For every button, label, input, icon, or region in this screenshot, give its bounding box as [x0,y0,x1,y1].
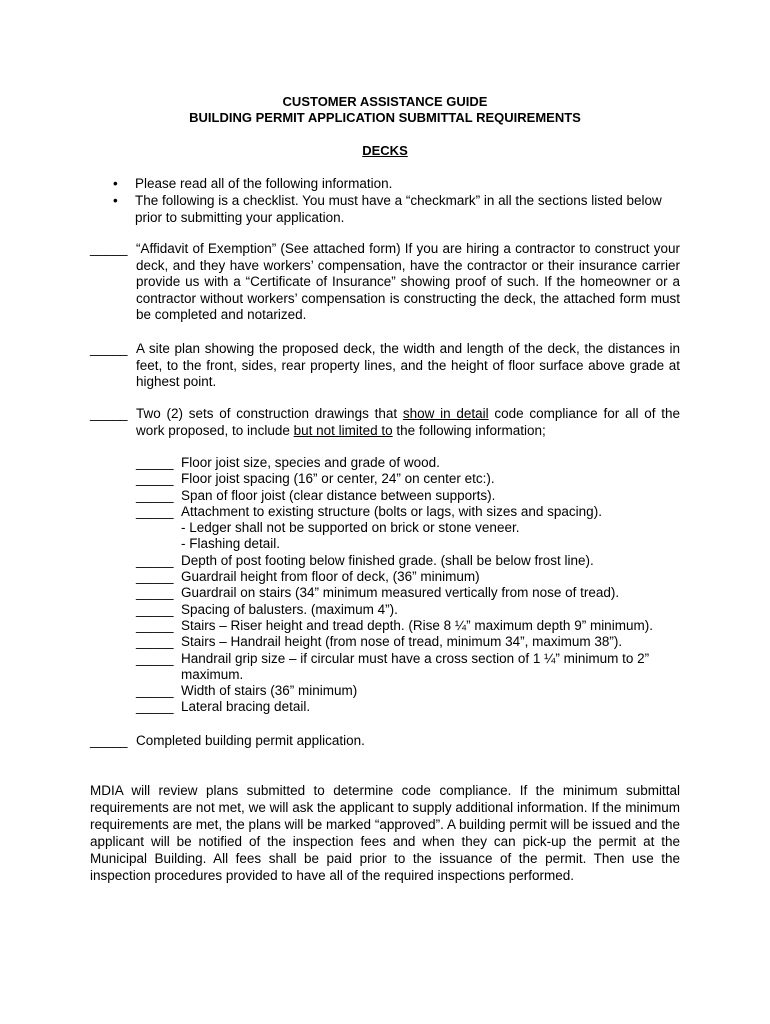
construction-checklist [136,455,676,716]
checklist-item: _____ Stairs – Handrail height (from nose of tread, minimum 34”, maximum 38”). [136,634,623,650]
checkbox-blank[interactable]: _____ [90,341,128,356]
checklist-item: _____ Floor joist size, species and grade of wood. [136,455,440,470]
checkbox-blank[interactable]: _____ [90,241,128,256]
requirement-site-plan: _____ A site plan showing the proposed deck, the width and length of the deck, the distances in feet, to the front, sides, rear property lines, and the height of floor surface above grade at highest point. [90,341,680,389]
checklist-item: _____ Lateral bracing detail. [136,699,311,715]
checkbox-blank[interactable]: _____ [136,634,174,650]
section-heading: DECKS [362,143,408,158]
checkbox-blank[interactable]: _____ [136,455,174,470]
checkbox-blank[interactable]: _____ [136,683,174,699]
checklist-item: _____ Stairs – Riser height and tread depth. (Rise 8 ¼” maximum depth 9” minimum). [136,617,653,633]
requirement-affidavit: _____ “Affidavit of Exemption” (See attached form) If you are hiring a contractor to construct your deck, and they have workers’ compensation, have the contractor or their insurance carrier provide us with a “Certificate of Insurance” showing proof of such. If the homeowner or a contractor without workers’ compensation is constructing the deck, the attached form must be completed and notarized. [90,241,680,322]
checkbox-blank[interactable]: _____ [136,650,174,666]
checkbox-blank[interactable]: _____ [136,601,174,617]
checklist-note: - Flashing detail. [181,536,281,552]
guide-subtitle: BUILDING PERMIT APPLICATION SUBMITTAL REQUIREMENTS [189,110,581,125]
checkbox-blank[interactable]: _____ [136,585,174,601]
checkbox-blank[interactable]: _____ [90,733,128,748]
checklist-note: - Ledger shall not be supported on brick or stone veneer. [181,520,520,536]
checklist-item: _____ Handrail grip size – if circular must have a cross section of 1 ¼” minimum to 2” maximum. [136,650,650,682]
requirement-application: _____ Completed building permit application. [90,733,365,748]
checkbox-blank[interactable]: _____ [136,471,174,487]
checklist-item: _____ Guardrail on stairs (34” minimum measured vertically from nose of tread). [136,585,620,601]
checkbox-blank[interactable]: _____ [136,569,174,585]
bullet-item: • Please read all of the following information. [113,176,393,191]
checkbox-blank[interactable]: _____ [136,487,174,503]
checklist-item: _____ Guardrail height from floor of deck, (36” minimum) [136,569,480,585]
bullet-icon: • [113,176,118,191]
checklist-item: _____ Attachment to existing structure (bolts or lags, with sizes and spacing). [136,503,602,519]
bullet-icon: • [113,193,118,208]
checklist-item: _____ Depth of post footing below finished grade. (shall be below frost line). [136,552,594,568]
checkbox-blank[interactable]: _____ [136,552,174,568]
checkbox-blank[interactable]: _____ [90,406,128,421]
guide-title: CUSTOMER ASSISTANCE GUIDE [282,94,488,109]
checklist-item: _____ Span of floor joist (clear distance between supports). [136,487,496,503]
checklist-item: _____ Width of stairs (36” minimum) [136,683,358,699]
bullet-item: • The following is a checklist. You must have a “checkmark” in all the sections listed below prior to submitting your application. [113,193,662,225]
instruction-bullets [113,175,673,226]
checkbox-blank[interactable]: _____ [136,617,174,633]
requirement-drawings: _____ Two (2) sets of construction drawings that show in detail code compliance for all of the work proposed, to include but not limited to the following information; [90,406,680,438]
closing-paragraph: MDIA will review plans submitted to determine code compliance. If the minimum submittal requirements are not met, we will ask the applicant to supply additional information. If the minimum requirements are met, the plans will be marked “approved”. A building permit will be issued and the applicant will be notified of the inspection fees and when they can pick-up the permit at the Municipal Building. All fees shall be paid prior to the issuance of the permit. Then use the inspection procedures provided to have all of the required inspections performed. [90,783,680,883]
checkbox-blank[interactable]: _____ [136,699,174,715]
checkbox-blank[interactable]: _____ [136,503,174,519]
checklist-item: _____ Floor joist spacing (16” or center, 24” on center etc:). [136,471,495,487]
checklist-item: _____ Spacing of balusters. (maximum 4”). [136,601,398,617]
